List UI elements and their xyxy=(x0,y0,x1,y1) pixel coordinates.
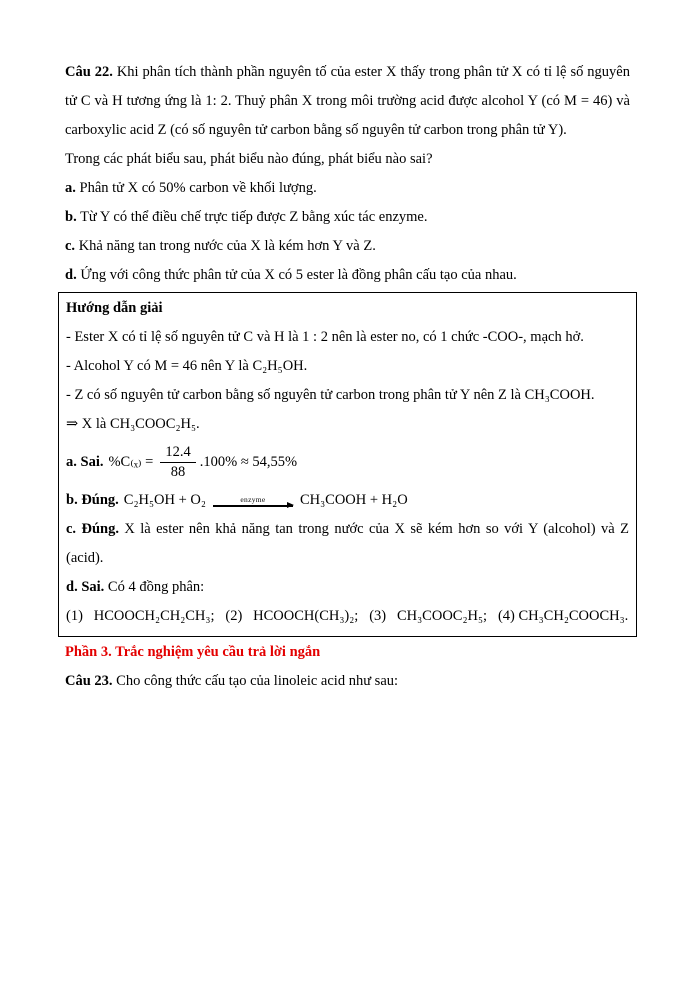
question22-intro-paragraph xyxy=(65,58,630,145)
question22-intro-text: Khi phân tích thành phần nguyên tố của ester X thấy trong phân tử X có tỉ lệ số nguyên tử C và H tương ứng là 1: 2. Thuỷ phân X trong môi trường acid được alcohol Y (có M = 46) và carboxylic acid Z (có số nguyên tử carbon bằng số nguyên tử carbon trong phân tử Y). xyxy=(65,64,630,138)
solution-line-1: - Ester X có tỉ lệ số nguyên tử C và H là 1 : 2 nên là ester no, có 1 chức -COO-, mạch hở. xyxy=(66,329,584,345)
statement-c-text: Khả năng tan trong nước của X là kém hơn Y và Z. xyxy=(75,238,376,254)
statement-d-label: d. xyxy=(65,267,77,283)
statement-a-text: Phân tử X có 50% carbon về khối lượng. xyxy=(75,180,317,196)
statement-d-text: Ứng với công thức phân tử của X có 5 ester là đồng phân cấu tạo của nhau. xyxy=(76,267,517,283)
reaction-rhs: CH₃COOH + H₂O xyxy=(299,492,408,508)
fraction xyxy=(160,444,195,481)
statement-b-label: b. xyxy=(65,209,77,225)
fraction-denominator: 88 xyxy=(170,464,186,480)
answer-a-label: a. Sai. xyxy=(66,454,104,470)
answer-b-label: b. Đúng. xyxy=(66,492,119,508)
question23-label: Câu 23. xyxy=(65,673,113,689)
statement-c xyxy=(65,232,630,261)
statement-d xyxy=(65,261,630,290)
solution-answer-d xyxy=(66,573,629,602)
solution-line-3: - Z có số nguyên tử carbon bằng số nguyên tử carbon trong phân tử Y nên Z là CH₃COOH. xyxy=(66,387,595,403)
statement-b-text: Từ Y có thể điều chế trực tiếp được Z bằng xúc tác enzyme. xyxy=(76,209,428,225)
answer-c-label: c. Đúng. xyxy=(66,521,119,537)
answer-c-text: X là ester nên khả năng tan trong nước của X sẽ kém hơn so với Y (alcohol) và Z (acid). xyxy=(66,521,629,566)
solution-box xyxy=(58,292,637,637)
solution-answer-c xyxy=(66,515,629,573)
answer-d-label: d. Sai. xyxy=(66,579,105,595)
solution-conclusion: ⇒ X là CH₃COOC₂H₅. xyxy=(66,416,200,432)
statement-c-label: c. xyxy=(65,238,76,254)
statement-a-label: a. xyxy=(65,180,76,196)
solution-answer-a xyxy=(66,439,629,486)
statement-a xyxy=(65,174,630,203)
solution-title: Hướng dẫn giải xyxy=(66,300,163,316)
answer-a-expression: %C₍ₓ₎ = xyxy=(108,454,154,470)
isomer-list: (1) HCOOCH₂CH₂CH₃; (2) HCOOCH(CH₃)₂; (3) CH₃COOC₂H₅; (4) CH₃CH₂COOCH₃. xyxy=(66,608,629,624)
solution-answer-b xyxy=(66,486,629,515)
reaction-arrow-label: enzyme xyxy=(240,495,266,505)
answer-d-text: Có 4 đồng phân: xyxy=(104,579,205,595)
question23-text: Cho công thức cấu tạo của linoleic acid như sau: xyxy=(112,673,399,689)
reaction-arrow-icon xyxy=(213,496,293,506)
solution-line-2: - Alcohol Y có M = 46 nên Y là C₂H₅OH. xyxy=(66,358,308,374)
statement-b xyxy=(65,203,630,232)
part3-heading: Phần 3. Trắc nghiệm yêu cầu trả lời ngắn xyxy=(65,644,321,660)
reaction-arrow-shaft xyxy=(213,505,293,506)
question22-label: Câu 22. xyxy=(65,64,113,80)
question22-prompt: Trong các phát biểu sau, phát biểu nào đúng, phát biểu nào sai? xyxy=(65,151,433,167)
reaction-lhs: C₂H₅OH + O₂ xyxy=(123,492,206,508)
fraction-numerator: 12.4 xyxy=(160,444,195,463)
answer-a-result: .100% ≈ 54,55% xyxy=(199,454,298,470)
question23-intro-paragraph xyxy=(65,667,630,696)
